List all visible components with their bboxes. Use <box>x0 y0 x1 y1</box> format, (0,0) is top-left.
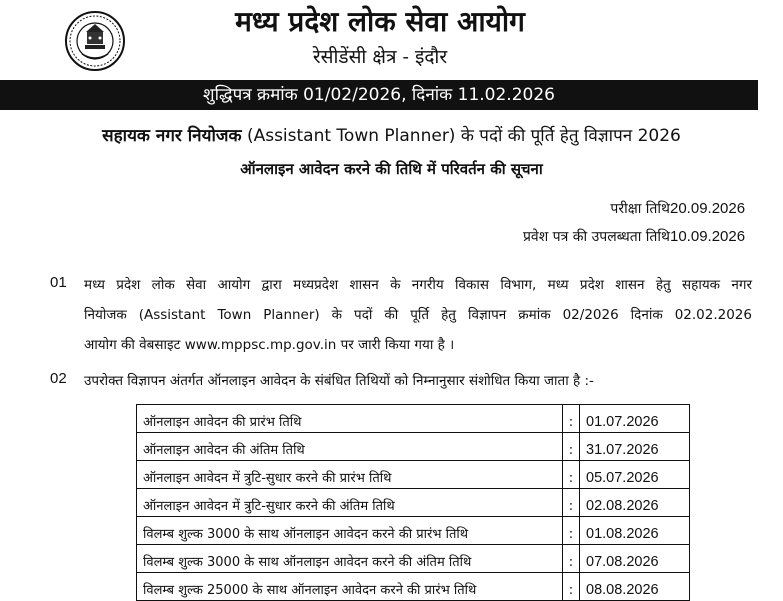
schedule-date: 08.08.2026 <box>580 573 690 601</box>
schedule-date: 02.08.2026 <box>580 489 690 517</box>
mppsc-emblem-icon <box>64 10 126 72</box>
schedule-date: 05.07.2026 <box>580 461 690 489</box>
schedule-date: 07.08.2026 <box>580 545 690 573</box>
paragraph-line: उपरोक्त विज्ञापन अंतर्गत ऑनलाइन आवेदन के संबंधित तिथियों को निम्नानुसार संशोधित किया जाता है :- <box>84 373 594 389</box>
notice-heading: ऑनलाइन आवेदन करने की तिथि में परिवर्तन की सूचना <box>240 160 543 178</box>
paragraph-number: 01 <box>50 274 67 291</box>
org-subtitle: रेसीडेंसी क्षेत्र - इंदौर <box>312 46 448 68</box>
schedule-label: ऑनलाइन आवेदन में त्रुटि-सुधार करने की अंतिम तिथि <box>137 489 563 517</box>
post-name-rest: (Assistant Town Planner) के पदों की पूर्ति हेतु विज्ञापन 2026 <box>246 126 681 146</box>
schedule-separator: : <box>563 433 580 461</box>
table-row <box>137 433 690 461</box>
schedule-date: 31.07.2026 <box>580 433 690 461</box>
table-row <box>137 545 690 573</box>
schedule-date: 01.08.2026 <box>580 517 690 545</box>
admit-card-date-value: 10.09.2026 <box>670 228 746 245</box>
schedule-label: विलम्ब शुल्क 25000 के साथ ऑनलाइन आवेदन करने की प्रारंभ तिथि <box>137 573 563 601</box>
schedule-separator: : <box>563 489 580 517</box>
schedule-label: ऑनलाइन आवेदन में त्रुटि-सुधार करने की प्रारंभ तिथि <box>137 461 563 489</box>
table-row <box>137 573 690 601</box>
schedule-separator: : <box>563 461 580 489</box>
schedule-label: विलम्ब शुल्क 3000 के साथ ऑनलाइन आवेदन करने की प्रारंभ तिथि <box>137 517 563 545</box>
corrigendum-banner: शुद्धिपत्र क्रमांक 01/02/2026, दिनांक 11.02.2026 <box>0 80 758 110</box>
paragraph-number: 02 <box>50 370 67 387</box>
table-row <box>137 517 690 545</box>
paragraph-line: मध्य प्रदेश लोक सेवा आयोग द्वारा मध्यप्रदेश शासन के नगरीय विकास विभाग, मध्य प्रदेश शासन हेतु सहायक नगर <box>84 277 752 293</box>
revised-schedule-table <box>136 404 690 601</box>
schedule-date: 01.07.2026 <box>580 405 690 433</box>
schedule-separator: : <box>563 573 580 601</box>
admit-card-date-label: प्रवेश पत्र की उपलब्धता तिथि <box>522 229 670 245</box>
schedule-separator: : <box>563 517 580 545</box>
table-row <box>137 489 690 517</box>
schedule-label: ऑनलाइन आवेदन की प्रारंभ तिथि <box>137 405 563 433</box>
table-row <box>137 461 690 489</box>
exam-date-label: परीक्षा तिथि <box>610 201 670 217</box>
paragraph-line: आयोग की वेबसाइट www.mppsc.mp.gov.in पर जारी किया गया है । <box>84 337 455 353</box>
paragraph-line: नियोजक (Assistant Town Planner) के पदों की पूर्ति हेतु विज्ञापन क्रमांक 02/2026 दिनांक 02.02.2026 <box>84 307 752 323</box>
exam-date-value: 20.09.2026 <box>670 200 746 217</box>
schedule-separator: : <box>563 545 580 573</box>
advertisement-heading <box>0 122 783 150</box>
org-title: मध्य प्रदेश लोक सेवा आयोग <box>235 5 525 38</box>
schedule-label: विलम्ब शुल्क 3000 के साथ ऑनलाइन आवेदन करने की अंतिम तिथि <box>137 545 563 573</box>
schedule-separator: : <box>563 405 580 433</box>
post-name-hindi: सहायक नगर नियोजक <box>102 126 242 146</box>
table-row <box>137 405 690 433</box>
schedule-label: ऑनलाइन आवेदन की अंतिम तिथि <box>137 433 563 461</box>
